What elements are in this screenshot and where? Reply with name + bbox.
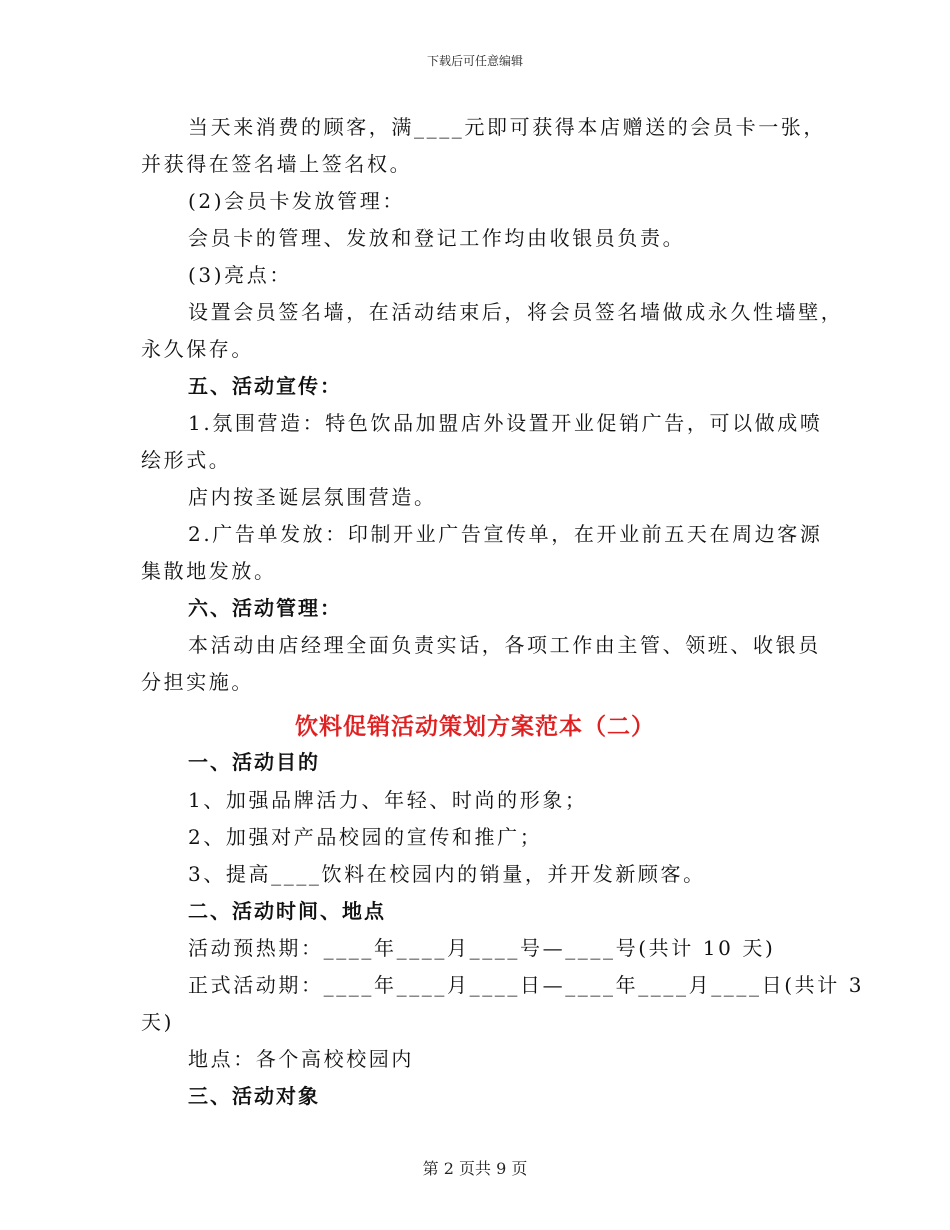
body-line: 本活动由店经理全面负责实话，各项工作由主管、领班、收银员 — [188, 633, 821, 657]
body-line: 3、提高____饮料在校园内的销量，并开发新顾客。 — [188, 862, 706, 886]
body-line: 1.氛围营造：特色饮品加盟店外设置开业促销广告，可以做成喷 — [188, 411, 823, 435]
body-line: 当天来消费的顾客，满____元即可获得本店赠送的会员卡一张， — [188, 115, 826, 139]
body-line: 集散地发放。 — [141, 559, 277, 583]
section-heading: 三、活动对象 — [188, 1084, 320, 1108]
body-line: 正式活动期：____年____月____日—____年____月____日(共计 3 — [188, 973, 865, 997]
body-line: 并获得在签名墙上签名权。 — [141, 152, 413, 176]
body-line: 店内按圣诞层氛围营造。 — [188, 485, 437, 509]
section-heading: 一、活动目的 — [188, 750, 320, 774]
body-line: 活动预热期：____年____月____号—____号(共计 10 天) — [188, 936, 776, 960]
body-line: 绘形式。 — [141, 448, 232, 472]
body-line: 2、加强对产品校园的宣传和推广； — [188, 825, 543, 849]
body-line: 2.广告单发放：印制开业广告宣传单，在开业前五天在周边客源 — [188, 522, 823, 546]
page-header: 下载后可任意编辑 — [426, 54, 523, 68]
section-heading: 五、活动宣传： — [188, 374, 342, 398]
section-heading: 二、活动时间、地点 — [188, 899, 386, 923]
body-line: 1、加强品牌活力、年轻、时尚的形象； — [188, 788, 588, 812]
body-line: (2)会员卡发放管理： — [188, 189, 405, 213]
body-line: 天) — [141, 1010, 175, 1034]
document-section-title: 饮料促销活动策划方案范本（二） — [295, 714, 655, 740]
body-line: 会员卡的管理、发放和登记工作均由收银员负责。 — [188, 226, 686, 250]
body-line: 地点：各个高校校园内 — [188, 1047, 414, 1071]
body-line: 永久保存。 — [141, 337, 254, 361]
body-line: 分担实施。 — [141, 670, 254, 694]
body-line: (3)亮点： — [188, 263, 292, 287]
section-heading: 六、活动管理： — [188, 596, 342, 620]
body-line: 设置会员签名墙，在活动结束后，将会员签名墙做成永久性墙壁， — [188, 300, 844, 324]
page-footer: 第 2 页共 9 页 — [422, 1159, 528, 1178]
